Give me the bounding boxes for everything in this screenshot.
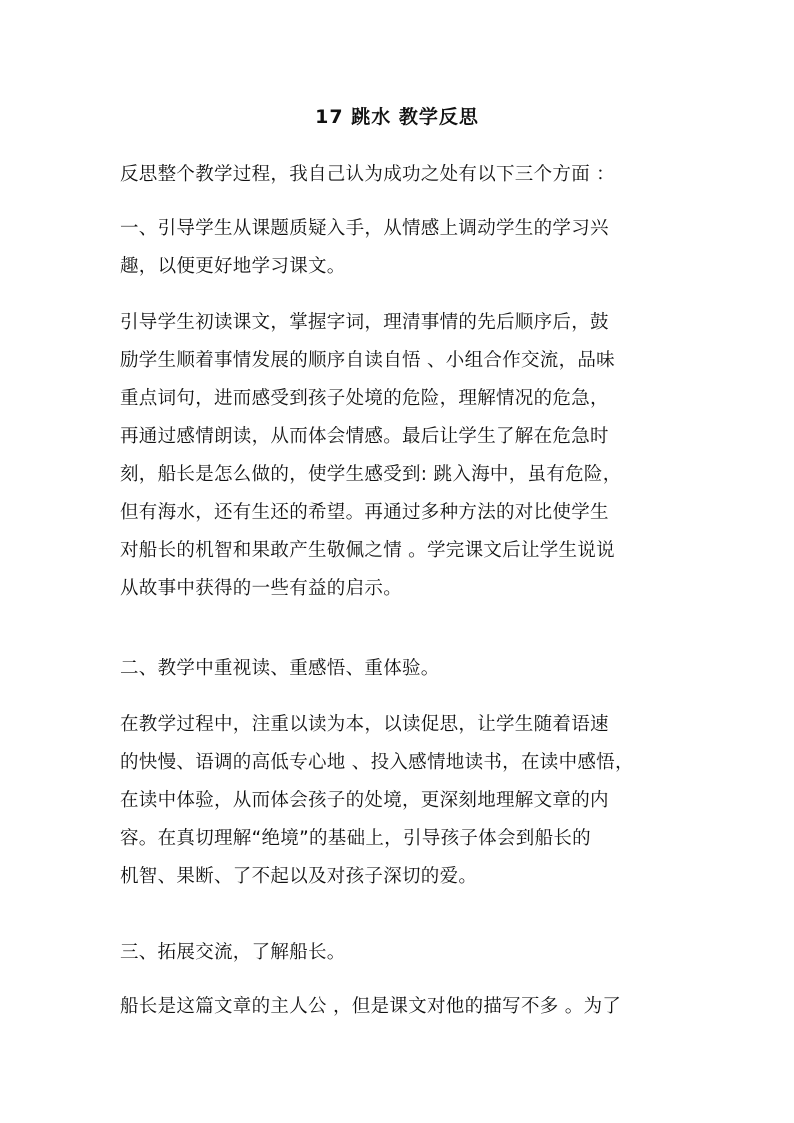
text-line: 在教学过程中，注重以读为本，以读促思，让学生随着语速 <box>120 714 609 735</box>
text-line: 三、拓展交流，了解船长。 <box>120 942 346 963</box>
text-line: 容。在真切理解“绝境”的基础上，引导孩子体会到船长的 <box>120 828 591 849</box>
paragraph-point-three <box>120 934 680 972</box>
paragraph-point-two <box>120 650 680 688</box>
text-line: 刻，船长是怎么做的，使学生感受到: 跳入海中，虽有危险， <box>120 464 622 485</box>
text-line: 励学生顺着事情发展的顺序自读自悟 、小组合作交流，品味 <box>120 350 615 371</box>
text-line: 引导学生初读课文，掌握字词，理清事情的先后顺序后，鼓 <box>120 312 609 333</box>
paragraph-body-two <box>120 706 680 896</box>
text-line: 反思整个教学过程，我自己认为成功之处有以下三个方面 ： <box>120 164 615 185</box>
paragraph-body-one <box>120 304 680 608</box>
text-line: 的快慢、语调的高低专心地 、投入感情地读书，在读中感悟， <box>120 752 634 773</box>
text-line: 一、引导学生从课题质疑入手，从情感上调动学生的学习兴 <box>120 218 609 239</box>
paragraph-intro <box>120 156 680 194</box>
text-line: 机智、果断、了不起以及对孩子深切的爱。 <box>120 866 478 887</box>
text-line: 在读中体验，从而体会孩子的处境，更深刻地理解文章的内 <box>120 790 609 811</box>
text-line: 重点词句，进而感受到孩子处境的危险，理解情况的危急， <box>120 388 609 409</box>
text-line: 但有海水，还有生还的希望。再通过多种方法的对比使学生 <box>120 502 609 523</box>
text-line: 再通过感情朗读，从而体会情感。最后让学生了解在危急时 <box>120 426 609 447</box>
text-line: 对船长的机智和果敢产生敬佩之情 。学完课文后让学生说说 <box>120 540 615 561</box>
text-line: 二、教学中重视读、重感悟、重体验。 <box>120 658 440 679</box>
paragraph-body-three <box>120 988 680 1026</box>
paragraph-point-one <box>120 210 680 286</box>
text-line: 从故事中获得的一些有益的启示。 <box>120 578 403 599</box>
text-line: 船长是这篇文章的主人公 ，但是课文对他的描写不多 。为了 <box>120 996 622 1017</box>
document-title: 17 跳水 教学反思 <box>315 106 479 128</box>
text-line: 趣，以便更好地学习课文。 <box>120 256 346 277</box>
